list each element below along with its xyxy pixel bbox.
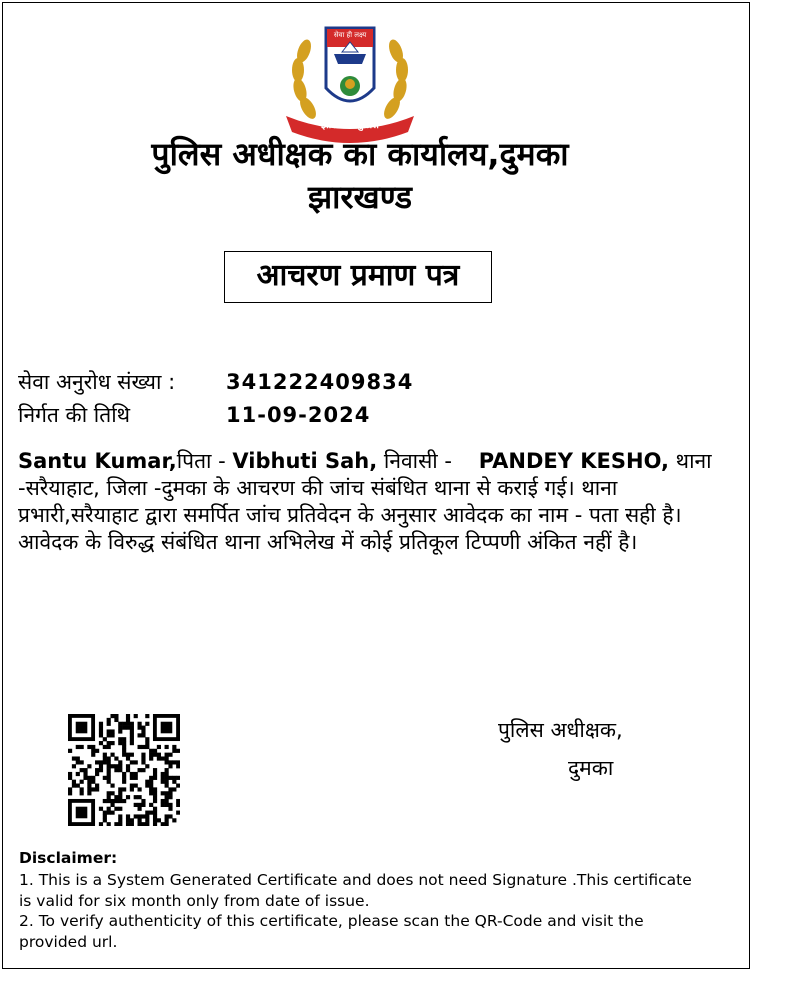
signatory-designation: पुलिस अधीक्षक, <box>498 718 623 742</box>
issue-date-label: निर्गत की तिथि <box>18 403 131 427</box>
disclaimer-title: Disclaimer: <box>19 849 118 867</box>
request-number-row <box>18 368 413 396</box>
emblem-motto: सेवा ही लक्ष्य <box>333 31 367 39</box>
resident-label: निवासी - <box>377 449 479 473</box>
request-number-value: 341222409834 <box>226 370 414 394</box>
father-label: पिता - <box>176 449 233 473</box>
emblem-banner-text: झारखण्ड पुलिस <box>321 120 379 131</box>
applicant-name: Santu Kumar, <box>18 449 177 473</box>
body-text: थाना -सरैयाहाट, जिला -दुमका के आचरण की जांच संबंधित थाना से कराई गई। थाना प्रभारी,सरैयाहाट द्वारा समर्पित जांच प्रतिवेदन के अनुसार आवेदक का नाम - पता सही है। आवेदक के विरुद्ध संबंधित थाना अभिलेख में कोई प्रतिकूल टिप्पणी अंकित नहीं है। <box>18 449 712 554</box>
jharkhand-police-emblem <box>278 18 422 144</box>
certificate-body <box>18 448 718 556</box>
request-number-label: सेवा अनुरोध संख्या : <box>18 370 176 394</box>
issue-date-value: 11-09-2024 <box>226 403 371 427</box>
certificate-title: आचरण प्रमाण पत्र <box>224 251 492 303</box>
disclaimer-item-1: 1. This is a System Generated Certificate and does not need Signature .This certificate is valid for six month only from date of issue. <box>19 871 692 910</box>
office-title: पुलिस अधीक्षक का कार्यालय,दुमका <box>151 135 569 173</box>
father-name: Vibhuti Sah, <box>232 449 378 473</box>
qr-code <box>68 714 180 826</box>
village-name: PANDEY KESHO, <box>478 449 669 473</box>
office-state: झारखण्ड <box>307 178 413 216</box>
signatory-place: दुमका <box>568 756 614 780</box>
disclaimer-item-2: 2. To verify authenticity of this certificate, please scan the QR-Code and visit the provided url. <box>19 912 644 951</box>
issue-date-row <box>18 401 370 429</box>
